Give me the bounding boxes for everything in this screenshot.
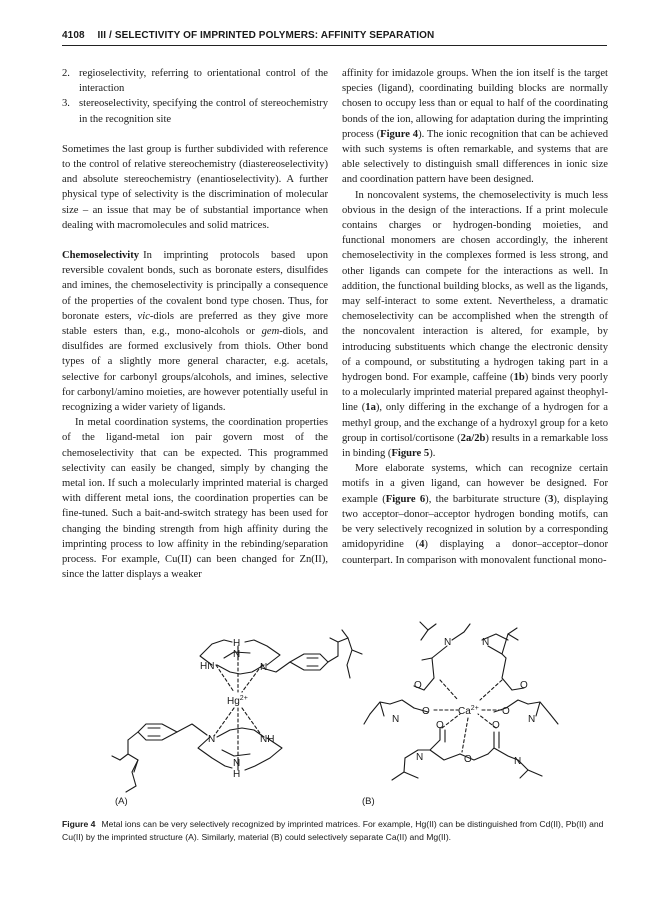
text-run: -diols, and disulfides are formed exclusively from thiols. Other bond types of a slightly more general character, e.g. acetals, selective for carbonyl groups/alcohols, and imines, selective for carbonyl/amino moieties, are however potentially useful in recognizing a wider variety of ligands. bbox=[62, 326, 328, 414]
atom-label: HN bbox=[200, 661, 215, 672]
atom-label: N bbox=[482, 637, 490, 648]
compound-reference: 1a bbox=[365, 402, 376, 414]
panel-a-lower-benzyl bbox=[112, 724, 207, 792]
panel-a-label: (A) bbox=[115, 796, 128, 807]
paragraph: In metal coordination systems, the coordination properties of the ligand-metal ion pair govern most of the chemoselectivity that can be expected. This programmed selectivity can easily be changed, simply by changing the metal ion. If such a molecularly imprinted material is charged with different metal ions, the coordination properties can be fine-tuned. Such a bait-and-switch strategy has been used for changing the binding strength from high affinity during the imprinting process to low affinity in the rebinding/separation process. For example, Cu(II) can been changed for Zn(II), since the latter displays a weaker bbox=[62, 417, 328, 581]
text-run: ). The ionic recognition that can be achieved with such systems is often remarkable, and systems that are able selectively to distinguish small differences in ionic size and coordination pattern have been designed. bbox=[342, 128, 609, 186]
header-rule bbox=[62, 45, 607, 46]
compound-reference: 4 bbox=[419, 539, 425, 551]
compound-reference: 1b bbox=[513, 372, 525, 384]
compound-reference: 2a/2b bbox=[460, 432, 486, 444]
atom-label: N bbox=[233, 758, 241, 769]
figure-caption bbox=[62, 818, 607, 844]
atom-label: O bbox=[502, 706, 510, 717]
running-header bbox=[62, 30, 607, 41]
paragraph bbox=[342, 461, 608, 567]
list-item bbox=[62, 96, 328, 126]
figure-caption-label: Figure 4 bbox=[62, 819, 96, 829]
selectivity-list bbox=[62, 66, 328, 127]
text-run: In noncovalent systems, the chemoselectivity is much less obvious in the design of the interactions. If a print molecule contains charges or hydrogen-bonding moieties, and functional monomers are chosen accordingly, the inherent chemoselectivity in the complexes formed is less strong, and other ligands can compete for the interactions as well. In addition, the functional building blocks, as well as the ligands, may self-interact to some extent. Nevertheless, a dramatic chemoselectivity can be accomplished when the strength of the noncovalent interaction is altered, for example, by introducing substituents which change the electronic density of a compound, or substituting a hydrogen taking part in a hydrogen bond. For example, caffeine ( bbox=[342, 189, 608, 384]
atom-label: O bbox=[436, 720, 444, 731]
metal-charge: 2+ bbox=[470, 705, 479, 712]
metal-symbol: Ca bbox=[458, 706, 471, 717]
paragraph: Sometimes the last group is further subdivided with reference to the control of relative stereochemistry (diastereoselectivity) and absolute stereochemistry (enantioselectivity). A further physical type of selectivity is the discrimination of molecular size – an issue that may be of substantial importance when dealing with macromolecules and solid matrices. bbox=[62, 143, 328, 231]
metal-ion-label bbox=[458, 705, 479, 717]
text-run: ) binds very poorly to a molecularly imprinted material prepared against theophylline ( bbox=[342, 372, 608, 414]
panel-b-label: (B) bbox=[362, 796, 375, 807]
atom-label: H bbox=[233, 769, 241, 780]
figure-reference: Figure 6 bbox=[385, 493, 426, 505]
section-heading: Chemoselectivity bbox=[62, 250, 140, 262]
atom-label: N bbox=[514, 756, 522, 767]
atom-label: H bbox=[233, 638, 241, 649]
list-item-number: 3. bbox=[62, 98, 70, 110]
paragraph-chemoselectivity bbox=[62, 248, 328, 415]
figure-reference: Figure 4 bbox=[380, 128, 419, 140]
atom-label: N bbox=[416, 752, 424, 763]
left-column bbox=[62, 66, 328, 583]
atom-label: N bbox=[392, 714, 400, 725]
atom-label: O bbox=[520, 680, 528, 691]
list-item-number: 2. bbox=[62, 68, 70, 79]
text-run: ) displaying a donor–acceptor–donor counterpart. In comparison with monovalent functional mono- bbox=[342, 539, 608, 566]
text-run: -diols are preferred as they give more stable esters than, e.g., mono-alcohols or bbox=[62, 310, 328, 338]
atom-label: O bbox=[414, 680, 422, 691]
list-item bbox=[62, 66, 328, 96]
paragraph bbox=[342, 66, 608, 188]
text-run: In imprinting protocols based upon reversible covalent bonds, such as boronate esters, disulfides and imines, the chemoselectivity is principally a consequence of the properties of the covalent bond type chosen. Thus, for boronate esters, bbox=[62, 250, 328, 322]
italic-term: vic bbox=[137, 310, 150, 322]
italic-term: gem bbox=[261, 326, 280, 338]
right-column bbox=[342, 66, 608, 568]
panel-a-upper-benzyl bbox=[262, 630, 362, 678]
atom-label: O bbox=[492, 720, 500, 731]
text-run: ), the barbiturate structure ( bbox=[425, 493, 549, 505]
text-run: More elaborate systems, which can recognize certain motifs in a given ligand, can however be designed. For example ( bbox=[342, 463, 608, 505]
panel-b-top-amide-arms bbox=[414, 622, 524, 690]
text-run: ) results in a remarkable loss in binding ( bbox=[342, 432, 609, 460]
list-item-text: stereoselectivity, specifying the control of stereochemistry in the recognition site bbox=[79, 98, 328, 125]
text-run: ), displaying two acceptor–donor–acceptor hydrogen bonding motifs, can be very selectively recognized in solution by a corresponding amidopyridine ( bbox=[342, 493, 608, 551]
atom-label: N bbox=[233, 649, 241, 660]
text-run: ), only differing in the exchange of a hydrogen for a methyl group, and the exchange of a hydroxyl group for a keto group in cortisol/cortisone ( bbox=[342, 402, 608, 444]
metal-symbol: Hg bbox=[227, 696, 240, 707]
metal-ion-label bbox=[227, 695, 248, 707]
compound-reference: 3 bbox=[548, 493, 554, 505]
figure-4-drawing bbox=[62, 620, 607, 812]
atom-label: NH bbox=[260, 734, 275, 745]
running-title: III / SELECTIVITY OF IMPRINTED POLYMERS: AFFINITY SEPARATION bbox=[97, 30, 435, 41]
text-run: affinity for imidazole groups. When the ion itself is the target species (ligand), coordinating building blocks are normally chosen to occupy less than or equal to half of the coordinating bonds of the ion, allowing for adaptation during the imprinting process ( bbox=[342, 68, 608, 140]
atom-label: N bbox=[444, 637, 452, 648]
figure-4 bbox=[62, 620, 607, 812]
atom-label: O bbox=[422, 706, 430, 717]
page-number: 4108 bbox=[62, 30, 85, 41]
figure-reference: Figure 5 bbox=[391, 448, 430, 460]
text-run: ). bbox=[429, 448, 436, 460]
atom-label: N bbox=[208, 734, 216, 745]
atom-label: N bbox=[528, 714, 536, 725]
atom-label: N bbox=[260, 662, 268, 673]
atom-label: O bbox=[464, 754, 472, 765]
figure-caption-text: Metal ions can be very selectively recognized by imprinted matrices. For example, Hg(II) can be distinguished from Cd(II), Pb(II) and Cu(II) by the imprinted structure (A). Similarly, material (B) could selectively separate Ca(II) and Mg(II). bbox=[62, 819, 604, 842]
list-item-text: regioselectivity, referring to orientational control of the interaction bbox=[79, 68, 328, 95]
paragraph bbox=[342, 188, 608, 462]
metal-charge: 2+ bbox=[239, 695, 248, 702]
